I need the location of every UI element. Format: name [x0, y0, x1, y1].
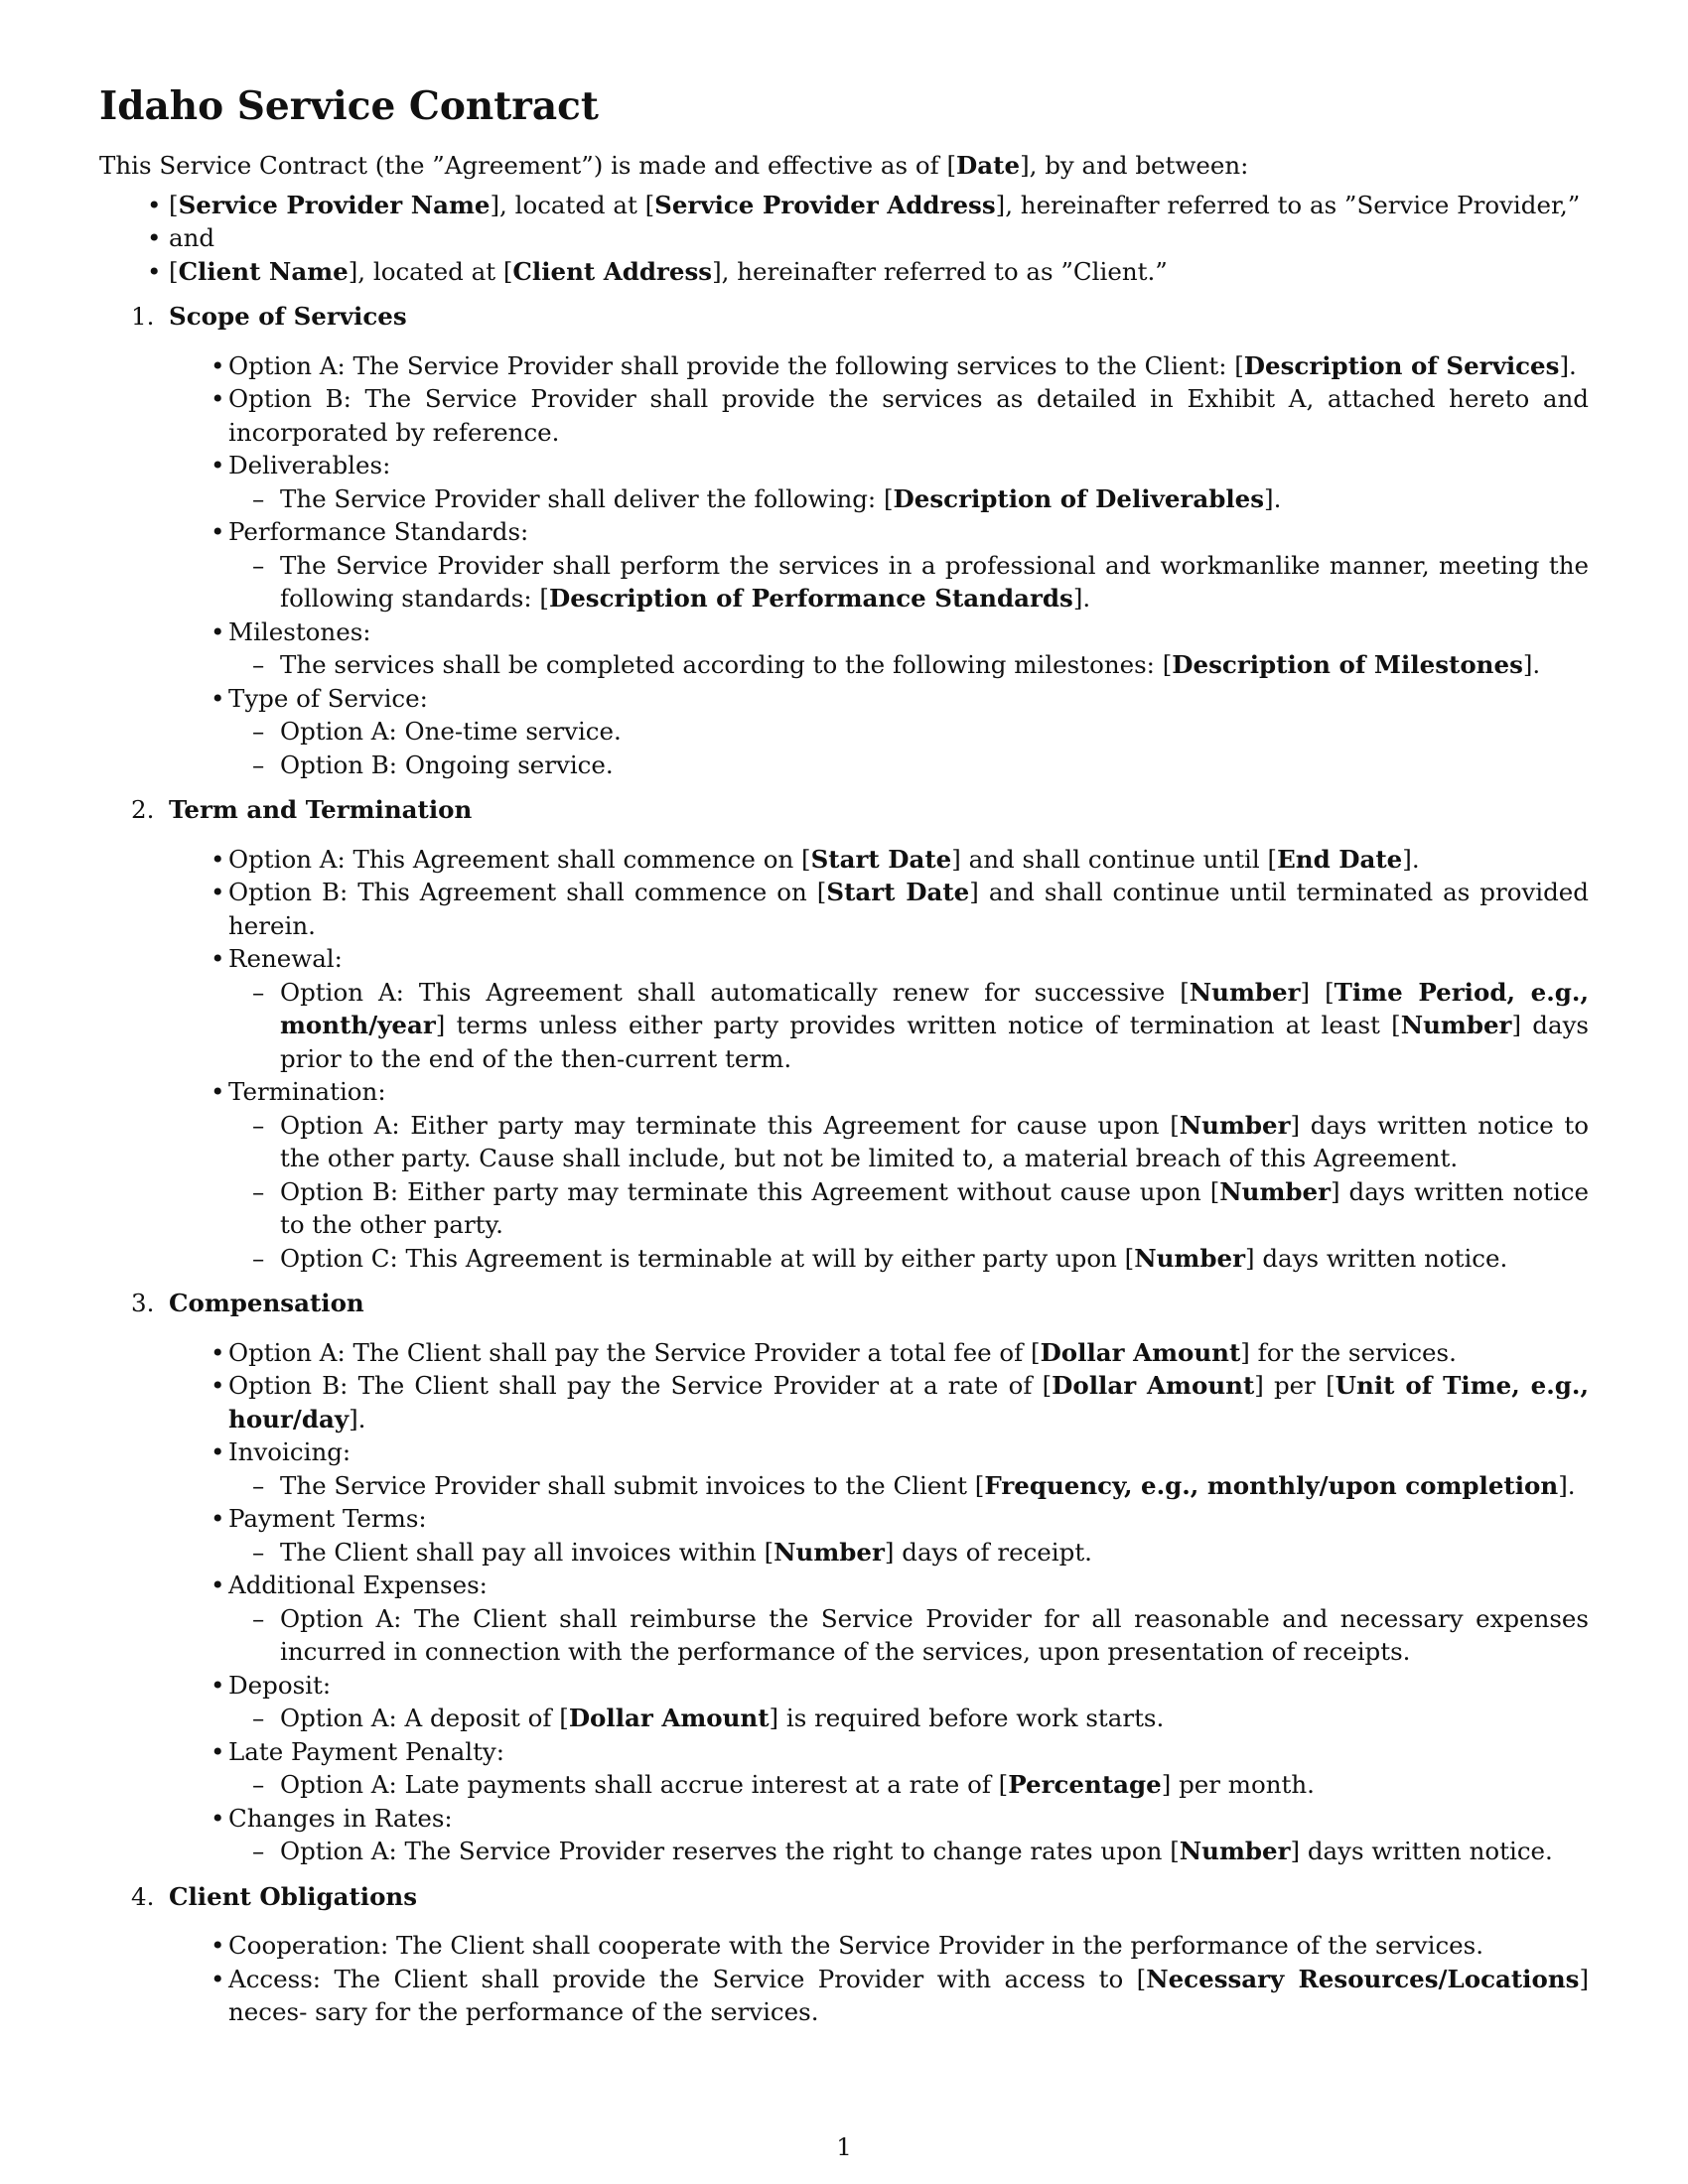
section-client-obligations: [99, 1880, 1589, 2029]
date-placeholder: Date: [956, 151, 1021, 180]
text: ] per month.: [1161, 1770, 1315, 1799]
placeholder: Time Period, e.g., month/year: [280, 977, 1589, 1039]
text: ].: [1402, 844, 1420, 874]
list-item: • Cooperation: The Client shall cooperate with the Service Provider in the performance of the services.: [169, 1929, 1589, 1963]
sub-list: [228, 549, 1589, 615]
text: ] neces- sary for the performance of the services.: [228, 1964, 1589, 2026]
text: ].: [1558, 1470, 1576, 1500]
list-item: [169, 1075, 1589, 1275]
section-heading: Scope of Services: [169, 302, 407, 331]
placeholder: Dollar Amount: [1040, 1337, 1241, 1367]
text: ], located at [: [348, 256, 513, 286]
text: ] for the services.: [1240, 1337, 1457, 1367]
sub-item: [228, 1536, 1589, 1570]
section-items: [169, 349, 1589, 782]
item-label: Changes in Rates:: [228, 1803, 453, 1833]
sub-list: [228, 1768, 1589, 1802]
placeholder: Description of Services: [1243, 350, 1560, 380]
list-item: [169, 1569, 1589, 1669]
sub-item: [228, 1175, 1589, 1242]
placeholder: Number: [1400, 1011, 1512, 1039]
section-compensation: [99, 1287, 1589, 1868]
text: ] days written notice to the other party. Cause shall include, but not be limited to, a material breach of this Agreement.: [280, 1110, 1589, 1172]
text: Option A: This Agreement shall commence on [: [228, 844, 811, 874]
list-item: [169, 1336, 1589, 1370]
sub-item: [228, 1109, 1589, 1175]
text: ] [: [1300, 977, 1335, 1007]
section-scope-of-services: [99, 300, 1589, 781]
text: The Service Provider shall perform the services in a professional and workmanlike manner, meeting the following standards: [: [280, 550, 1589, 613]
list-item: [169, 515, 1589, 615]
sub-list: [228, 1109, 1589, 1276]
item-label: Renewal:: [228, 944, 343, 973]
sub-item: [228, 1469, 1589, 1503]
placeholder: Description of Performance Standards: [548, 584, 1073, 613]
item-label: Milestones:: [228, 616, 371, 646]
text: ] is required before work starts.: [769, 1704, 1165, 1732]
section-number: 4.: [131, 1881, 155, 1911]
party-client: [99, 255, 1589, 289]
text: ].: [1264, 483, 1282, 513]
placeholder: Number: [1219, 1176, 1332, 1206]
placeholder: End Date: [1277, 844, 1403, 874]
placeholder: Number: [1179, 1837, 1291, 1865]
sub-item: [228, 549, 1589, 615]
section-number: 1.: [131, 302, 155, 331]
document-title: Idaho Service Contract: [99, 83, 599, 129]
sub-list: [228, 1536, 1589, 1570]
text: ] and shall continue until terminated as provided herein.: [228, 878, 1589, 940]
text: ], hereinafter referred to as ”Client.”: [712, 256, 1168, 286]
placeholder: Description of Deliverables: [893, 483, 1265, 513]
section-items: [169, 843, 1589, 1276]
placeholder: Description of Milestones: [1172, 650, 1523, 679]
sub-list: [228, 648, 1589, 682]
list-item: [169, 1435, 1589, 1502]
sub-item: – Option A: The Client shall reimburse the Service Provider for all reasonable and necessary expenses incurred in connection with the performance of the services, upon presentation of receipts.: [228, 1602, 1589, 1669]
text: ] days prior to the end of the then-current term.: [280, 1011, 1589, 1073]
text: The Service Provider shall submit invoices to the Client [: [280, 1470, 985, 1500]
sub-list: [228, 1835, 1589, 1868]
intro-text: This Service Contract (the ”Agreement”) is made and effective as of [: [99, 151, 957, 180]
text: ].: [1072, 584, 1091, 613]
placeholder: Necessary Resources/Locations: [1146, 1964, 1580, 1993]
intro-paragraph: [99, 149, 1589, 183]
sections-list: [99, 300, 1589, 2029]
item-label: Termination:: [228, 1077, 386, 1106]
text: Access: The Client shall provide the Service Provider with access to [: [228, 1964, 1147, 1993]
list-item: [169, 449, 1589, 515]
sub-list: [228, 482, 1589, 516]
text: Option A: The Service Provider reserves the right to change rates upon [: [280, 1837, 1180, 1865]
text: ], located at [: [490, 190, 655, 219]
provider-address-placeholder: Service Provider Address: [654, 190, 996, 219]
page-number: 1: [836, 2132, 852, 2161]
placeholder: Number: [1179, 1110, 1291, 1140]
text: Option A: The Service Provider shall provide the following services to the Client: [: [228, 350, 1244, 380]
list-item: [169, 1669, 1589, 1735]
item-label: Type of Service:: [228, 683, 428, 713]
list-item: [169, 1502, 1589, 1569]
section-items: [169, 1929, 1589, 2029]
list-item: [169, 843, 1589, 877]
sub-item: [228, 1242, 1589, 1276]
sub-item: [228, 1835, 1589, 1868]
list-item: [169, 942, 1589, 1075]
sub-item: [228, 1768, 1589, 1802]
party-and: • and: [99, 221, 1589, 255]
placeholder: Dollar Amount: [1052, 1371, 1255, 1400]
text: Option A: The Client shall pay the Service Provider a total fee of [: [228, 1337, 1041, 1367]
list-item: [169, 1735, 1589, 1802]
sub-list: [228, 1469, 1589, 1503]
party-provider: [99, 189, 1589, 222]
sub-item: [228, 976, 1589, 1076]
section-heading: Client Obligations: [169, 1881, 418, 1911]
item-label: Deliverables:: [228, 451, 391, 479]
list-item: [169, 682, 1589, 782]
text: [: [169, 190, 179, 219]
item-label: Deposit:: [228, 1670, 332, 1700]
section-heading: Compensation: [169, 1289, 364, 1317]
text: ] days written notice.: [1290, 1837, 1553, 1865]
sub-item: – Option A: One-time service.: [228, 715, 1589, 749]
section-number: 2.: [131, 795, 155, 824]
sub-item: [228, 1702, 1589, 1735]
sub-list: [228, 976, 1589, 1076]
placeholder: Percentage: [1008, 1770, 1162, 1799]
text: ], hereinafter referred to as ”Service Provider,”: [995, 190, 1581, 219]
placeholder: Start Date: [826, 878, 970, 906]
sub-list: [228, 1602, 1589, 1669]
item-label: Invoicing:: [228, 1437, 352, 1466]
item-label: Performance Standards:: [228, 517, 529, 546]
text: The Client shall pay all invoices within [: [280, 1537, 774, 1567]
text: Option B: The Client shall pay the Service Provider at a rate of [: [228, 1371, 1053, 1400]
text: ].: [349, 1404, 366, 1433]
item-label: Additional Expenses:: [228, 1570, 488, 1599]
placeholder: Frequency, e.g., monthly/upon completion: [984, 1470, 1559, 1500]
text: ].: [1559, 350, 1577, 380]
client-name-placeholder: Client Name: [178, 256, 349, 286]
text: Option C: This Agreement is terminable at will by either party upon [: [280, 1243, 1135, 1273]
text: ] terms unless either party provides written notice of termination at least [: [435, 1011, 1401, 1039]
text: The Service Provider shall deliver the following: [: [280, 483, 894, 513]
text: Option B: This Agreement shall commence on [: [228, 878, 827, 906]
item-label: Payment Terms:: [228, 1504, 427, 1533]
list-item: [169, 349, 1589, 383]
list-item: • Option B: The Service Provider shall provide the services as detailed in Exhibit A, attached hereto and incorporated by reference.: [169, 382, 1589, 449]
parties-list: [99, 189, 1589, 289]
sub-item: – Option B: Ongoing service.: [228, 749, 1589, 782]
text: Option A: Either party may terminate this Agreement for cause upon [: [280, 1110, 1180, 1140]
placeholder: Number: [774, 1537, 885, 1567]
sub-list: [228, 715, 1589, 781]
item-label: Late Payment Penalty:: [228, 1736, 505, 1766]
sub-item: [228, 482, 1589, 516]
placeholder: Dollar Amount: [568, 1704, 770, 1732]
intro-text: ], by and between:: [1020, 151, 1249, 180]
text: Option A: A deposit of [: [280, 1704, 569, 1732]
text: Option A: This Agreement shall automatically renew for successive [: [280, 977, 1190, 1007]
text: ] days of receipt.: [884, 1537, 1092, 1567]
list-item: [169, 876, 1589, 942]
text: ] days written notice to the other party.: [280, 1176, 1590, 1239]
sub-list: [228, 1702, 1589, 1735]
text: ] per [: [1254, 1371, 1336, 1400]
section-items: [169, 1336, 1589, 1868]
placeholder: Start Date: [810, 844, 952, 874]
section-heading: Term and Termination: [169, 795, 473, 824]
sub-item: [228, 648, 1589, 682]
section-term-and-termination: [99, 793, 1589, 1275]
text: ].: [1522, 650, 1541, 679]
placeholder: Number: [1189, 977, 1301, 1007]
text: The services shall be completed according to the following milestones: [: [280, 650, 1173, 679]
list-item: [169, 1802, 1589, 1868]
text: ] and shall continue until [: [951, 844, 1278, 874]
text: Option A: Late payments shall accrue interest at a rate of [: [280, 1770, 1009, 1799]
text: [: [169, 256, 179, 286]
placeholder: Unit of Time, e.g., hour/day: [228, 1371, 1589, 1433]
section-number: 3.: [131, 1289, 155, 1317]
placeholder: Number: [1134, 1243, 1245, 1273]
client-address-placeholder: Client Address: [512, 256, 713, 286]
list-item: [169, 615, 1589, 682]
provider-name-placeholder: Service Provider Name: [178, 190, 491, 219]
text: ] days written notice.: [1244, 1243, 1508, 1273]
list-item: [169, 1963, 1589, 2029]
list-item: [169, 1369, 1589, 1435]
contract-document: [99, 81, 1589, 2029]
text: Option B: Either party may terminate this Agreement without cause upon [: [280, 1176, 1220, 1206]
